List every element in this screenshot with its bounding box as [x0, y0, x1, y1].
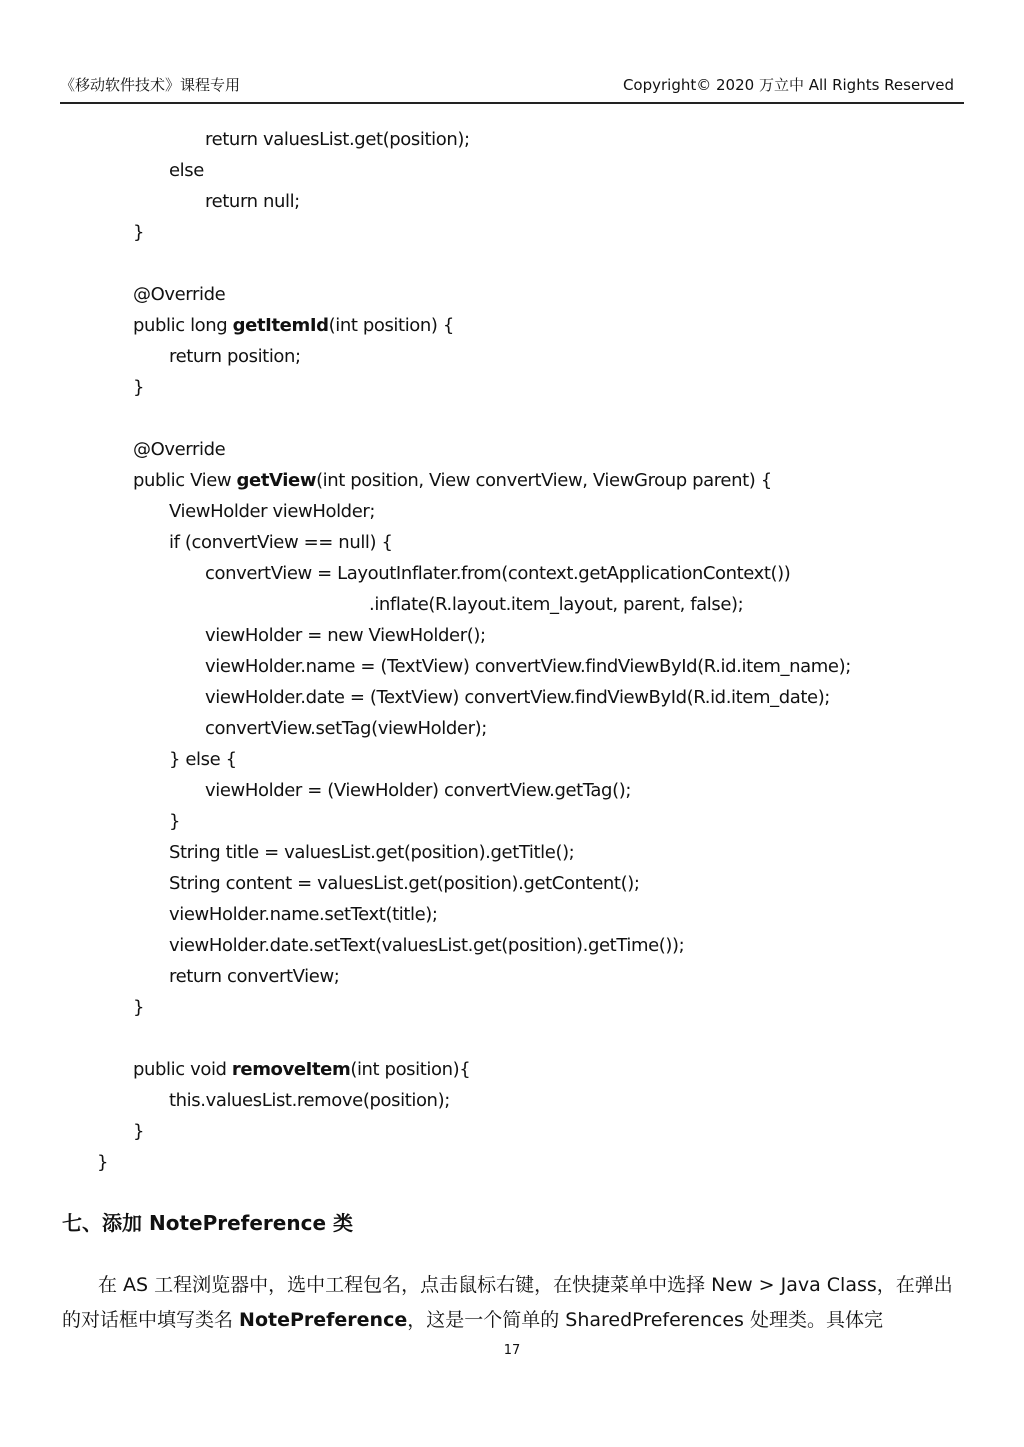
- code-text: viewHolder.name.setText(title);: [169, 904, 438, 925]
- page-number: 17: [503, 1343, 521, 1358]
- code-line: [0, 527, 1024, 558]
- code-text: (int position, View convertView, ViewGroup parent) {: [316, 470, 772, 491]
- code-line: [0, 341, 1024, 372]
- section-heading: 七、添加 NotePreference 类: [62, 1211, 353, 1235]
- code-block: [0, 124, 1024, 1178]
- code-line: [0, 806, 1024, 837]
- code-text: else: [169, 160, 204, 181]
- code-text: }: [97, 1152, 109, 1173]
- code-line: [0, 1085, 1024, 1116]
- code-line: [0, 465, 1024, 496]
- code-line: [0, 837, 1024, 868]
- header-copyright: Copyright© 2020 万立中 All Rights Reserved: [622, 76, 954, 94]
- code-line: [0, 899, 1024, 930]
- code-text: viewHolder.date = (TextView) convertView.findViewById(R.id.item_date);: [205, 687, 830, 708]
- code-text: }: [169, 811, 181, 832]
- code-text: }: [133, 377, 145, 398]
- code-line: [0, 775, 1024, 806]
- paragraph-class-name: NotePreference: [239, 1309, 408, 1331]
- code-line: [0, 589, 1024, 620]
- code-text: }: [133, 1121, 145, 1142]
- code-text: (int position) {: [328, 315, 454, 336]
- code-text: convertView.setTag(viewHolder);: [205, 718, 487, 739]
- code-text: }: [133, 997, 145, 1018]
- code-text: return null;: [205, 191, 300, 212]
- code-method-name: removeItem: [231, 1059, 351, 1080]
- code-line: [0, 930, 1024, 961]
- code-text: return convertView;: [169, 966, 340, 987]
- code-text: viewHolder = (ViewHolder) convertView.getTag();: [205, 780, 631, 801]
- code-method-name: getView: [236, 470, 317, 491]
- code-text: return valuesList.get(position);: [205, 129, 470, 150]
- code-text: String title = valuesList.get(position).getTitle();: [169, 842, 575, 863]
- code-line: [0, 310, 1024, 341]
- code-line: [0, 1116, 1024, 1147]
- code-line: [0, 217, 1024, 248]
- code-text: String content = valuesList.get(position).getContent();: [169, 873, 640, 894]
- code-text: public View: [133, 470, 237, 491]
- code-text: @Override: [133, 284, 226, 305]
- code-line: [0, 744, 1024, 775]
- code-line: [0, 682, 1024, 713]
- code-text: public long: [133, 315, 233, 336]
- code-line: [0, 1147, 1024, 1178]
- code-line: [0, 434, 1024, 465]
- paragraph-text-2: ，这是一个简单的 SharedPreferences 处理类。具体完: [407, 1309, 883, 1331]
- code-text: .inflate(R.layout.item_layout, parent, false);: [369, 594, 744, 615]
- page-header: [60, 74, 964, 104]
- code-method-name: getItemId: [232, 315, 329, 336]
- code-line: [0, 279, 1024, 310]
- code-line: [0, 496, 1024, 527]
- code-line: [0, 651, 1024, 682]
- code-line: [0, 186, 1024, 217]
- code-line: [0, 124, 1024, 155]
- code-text: ViewHolder viewHolder;: [169, 501, 376, 522]
- code-text: this.valuesList.remove(position);: [169, 1090, 450, 1111]
- paragraph-text-1: 在 AS 工程浏览器中，选中工程包名，点击鼠标右键，在快捷菜单中选择 New > Java Class，在弹出的对话框中填写类名: [62, 1274, 953, 1331]
- code-text: } else {: [169, 749, 237, 770]
- code-line: [0, 868, 1024, 899]
- code-line: [0, 713, 1024, 744]
- code-line: [0, 155, 1024, 186]
- code-line: [0, 1054, 1024, 1085]
- code-text: viewHolder = new ViewHolder();: [205, 625, 486, 646]
- header-course-title: 《移动软件技术》课程专用: [60, 76, 241, 94]
- body-paragraph: [62, 1268, 966, 1338]
- code-line: [0, 372, 1024, 403]
- code-text: }: [133, 222, 145, 243]
- code-line: [0, 248, 1024, 279]
- code-text: viewHolder.name = (TextView) convertView.findViewById(R.id.item_name);: [205, 656, 851, 677]
- code-text: viewHolder.date.setText(valuesList.get(position).getTime());: [169, 935, 685, 956]
- code-line: [0, 403, 1024, 434]
- code-line: [0, 620, 1024, 651]
- code-text: public void: [133, 1059, 232, 1080]
- code-text: convertView = LayoutInflater.from(context.getApplicationContext()): [205, 563, 791, 584]
- code-line: [0, 558, 1024, 589]
- code-line: [0, 1023, 1024, 1054]
- code-line: [0, 992, 1024, 1023]
- code-line: [0, 961, 1024, 992]
- code-text: if (convertView == null) {: [169, 532, 393, 553]
- code-text: return position;: [169, 346, 301, 367]
- code-text: (int position){: [350, 1059, 471, 1080]
- code-text: @Override: [133, 439, 226, 460]
